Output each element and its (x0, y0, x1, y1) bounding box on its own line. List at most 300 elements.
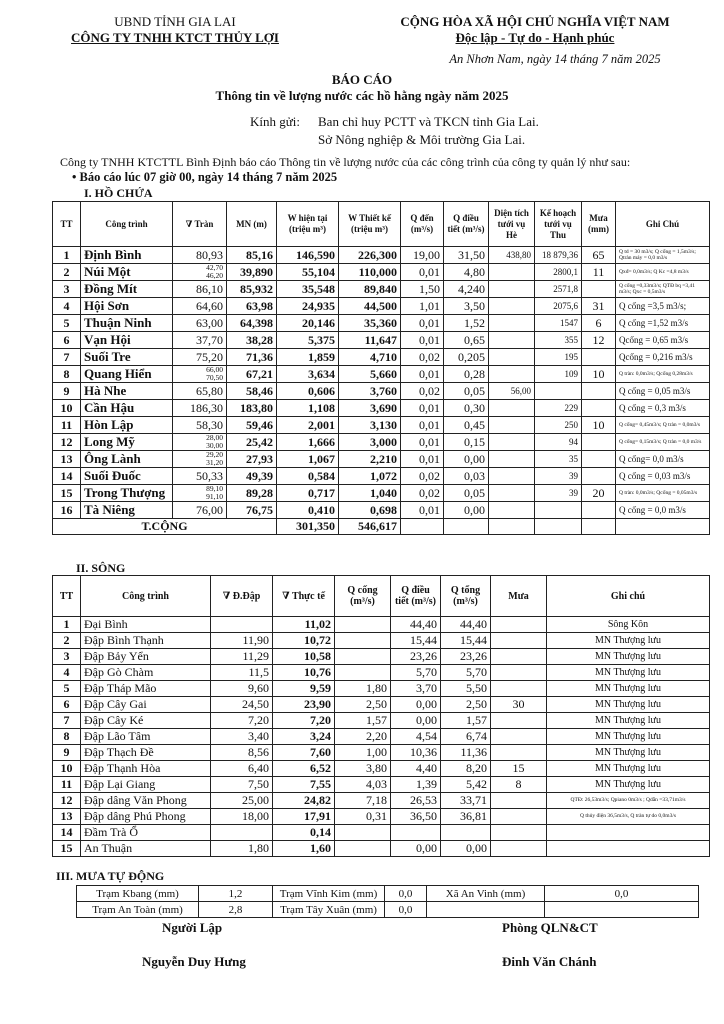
reservoir-row (53, 298, 710, 315)
reservoir-cell: 2,001 (277, 417, 339, 434)
reservoir-cell: 0,01 (401, 451, 444, 468)
reservoir-cell: 0,02 (401, 349, 444, 366)
reservoir-cell: Q cống = 0,05 m3/s (616, 383, 710, 400)
river-name: Đập Thạch Đề (81, 745, 211, 761)
reservoir-name: Thuận Ninh (81, 315, 173, 332)
reservoir-cell (582, 434, 616, 451)
date-line: An Nhơn Nam, ngày 14 tháng 7 năm 2025 (449, 52, 661, 66)
reservoir-cell: 86,10 (173, 281, 227, 298)
river-cell (391, 825, 441, 841)
reservoir-header-cell: TT (53, 202, 81, 247)
reservoir-cell: 76,75 (227, 502, 277, 519)
river-cell: 4 (53, 665, 81, 681)
reservoir-cell: 0,05 (444, 485, 489, 502)
total-w-design: 546,617 (339, 519, 401, 535)
reservoir-cell: 5 (53, 315, 81, 332)
reservoir-cell: 3,760 (339, 383, 401, 400)
river-note: MN Thượng lưu (547, 681, 710, 697)
reservoir-cell: 4,710 (339, 349, 401, 366)
reservoir-cell: 75,20 (173, 349, 227, 366)
river-note: MN Thượng lưu (547, 761, 710, 777)
reservoir-cell: 12 (582, 332, 616, 349)
reservoir-cell: 0,01 (401, 366, 444, 383)
reservoir-name: Núi Một (81, 264, 173, 281)
reservoir-cell: 9 (53, 383, 81, 400)
river-name: Đập Lão Tâm (81, 729, 211, 745)
river-cell: 2,50 (441, 697, 491, 713)
reservoir-cell: 59,46 (227, 417, 277, 434)
reservoir-cell (489, 400, 535, 417)
reservoir-cell: 16 (53, 502, 81, 519)
river-cell: 6,74 (441, 729, 491, 745)
recipient-1: Ban chỉ huy PCTT và TKCN tỉnh Gia Lai. (318, 114, 539, 129)
river-cell: 6,40 (211, 761, 273, 777)
river-header-cell: Q cống (m³/s) (335, 576, 391, 617)
reservoir-cell: 56,00 (489, 383, 535, 400)
reservoir-cell: 24,935 (277, 298, 339, 315)
river-cell: 26,53 (391, 793, 441, 809)
river-cell: 8 (491, 777, 547, 793)
river-cell: 10,72 (273, 633, 335, 649)
reservoir-cell (489, 332, 535, 349)
reservoir-row (53, 502, 710, 519)
reservoir-cell: 11,647 (339, 332, 401, 349)
reservoir-cell: 1,040 (339, 485, 401, 502)
rain-station: Trạm An Toàn (mm) (77, 902, 199, 918)
agency-name: UBND TỈNH GIA LAI (114, 14, 236, 29)
river-note: MN Thượng lưu (547, 697, 710, 713)
river-cell: 10,58 (273, 649, 335, 665)
reservoir-cell: 0,02 (401, 485, 444, 502)
river-cell: 11 (53, 777, 81, 793)
reservoir-name: Hà Nhe (81, 383, 173, 400)
reservoir-cell: 6 (582, 315, 616, 332)
reservoir-cell: 31,50 (444, 247, 489, 264)
reservoir-cell (582, 281, 616, 298)
river-header-cell: Công trình (81, 576, 211, 617)
reservoir-cell: 1,859 (277, 349, 339, 366)
reservoir-cell: 39 (535, 485, 582, 502)
reservoir-cell: 94 (535, 434, 582, 451)
river-cell: 9 (53, 745, 81, 761)
river-cell: 3,80 (335, 761, 391, 777)
reservoir-cell (489, 417, 535, 434)
signer-right-name: Đinh Văn Chánh (502, 954, 597, 969)
river-note (547, 825, 710, 841)
reservoir-cell (535, 383, 582, 400)
river-row (53, 649, 710, 665)
rain-value: 0,0 (545, 886, 699, 902)
reservoir-cell: 1,52 (444, 315, 489, 332)
reservoir-cell: 10 (53, 400, 81, 417)
river-cell: 5,50 (441, 681, 491, 697)
river-cell (491, 841, 547, 857)
reservoir-cell: 0,65 (444, 332, 489, 349)
reservoir-cell: 13 (53, 451, 81, 468)
reservoir-cell: 20,146 (277, 315, 339, 332)
river-cell: 9,60 (211, 681, 273, 697)
reservoir-header-row (53, 202, 710, 247)
reservoir-cell: 38,28 (227, 332, 277, 349)
river-table (52, 575, 710, 857)
reservoir-cell: 109 (535, 366, 582, 383)
reservoir-cell (582, 349, 616, 366)
reservoir-cell: 0,01 (401, 417, 444, 434)
river-cell: 7 (53, 713, 81, 729)
river-cell: 24,50 (211, 697, 273, 713)
reservoir-cell: 35 (535, 451, 582, 468)
reservoir-cell (582, 400, 616, 417)
reservoir-cell: Qxđ= 0,0m3/s; Q Kc =4,8 m3/s (616, 264, 710, 281)
river-cell: 8,56 (211, 745, 273, 761)
reservoir-cell: 63,98 (227, 298, 277, 315)
river-cell: 7,55 (273, 777, 335, 793)
rain-value: 0,0 (385, 886, 427, 902)
river-name: Đập Lại Giang (81, 777, 211, 793)
reservoir-cell: 438,80 (489, 247, 535, 264)
river-name: Đập Bình Thạnh (81, 633, 211, 649)
river-cell: 3,40 (211, 729, 273, 745)
reservoir-cell: 18 879,36 (535, 247, 582, 264)
river-note: MN Thượng lưu (547, 777, 710, 793)
river-cell (211, 825, 273, 841)
river-cell (491, 809, 547, 825)
reservoir-cell: 1547 (535, 315, 582, 332)
river-cell: 5,42 (441, 777, 491, 793)
reservoir-cell (489, 349, 535, 366)
reservoir-cell: 49,39 (227, 468, 277, 485)
river-cell: 5 (53, 681, 81, 697)
river-row (53, 761, 710, 777)
reservoir-cell: 0,205 (444, 349, 489, 366)
river-note: MN Thượng lưu (547, 713, 710, 729)
reservoir-cell: Q cống =3,5 m3/s; (616, 298, 710, 315)
reservoir-cell: 11 (53, 417, 81, 434)
river-row (53, 841, 710, 857)
reservoir-cell: 39 (535, 468, 582, 485)
river-cell: 17,91 (273, 809, 335, 825)
reservoir-cell: 89,10 91,10 (173, 485, 227, 502)
reservoir-cell: 4,240 (444, 281, 489, 298)
river-cell: 36,81 (441, 809, 491, 825)
reservoir-name: Cần Hậu (81, 400, 173, 417)
river-cell: 11,29 (211, 649, 273, 665)
reservoir-row (53, 349, 710, 366)
river-cell: 36,50 (391, 809, 441, 825)
reservoir-cell: 28,00 30,00 (173, 434, 227, 451)
river-cell: 18,00 (211, 809, 273, 825)
reservoir-cell: 25,42 (227, 434, 277, 451)
reservoir-row (53, 468, 710, 485)
river-note: MN Thượng lưu (547, 729, 710, 745)
river-cell: 10,76 (273, 665, 335, 681)
river-cell: 44,40 (391, 617, 441, 633)
river-row (53, 777, 710, 793)
reservoir-cell: 3,634 (277, 366, 339, 383)
river-cell: 0,14 (273, 825, 335, 841)
reservoir-row (53, 485, 710, 502)
river-cell: 15 (53, 841, 81, 857)
river-note (547, 841, 710, 857)
river-cell: 0,00 (391, 697, 441, 713)
reservoir-cell (489, 485, 535, 502)
nation-motto: Độc lập - Tự do - Hạnh phúc (455, 30, 615, 45)
reservoir-cell: 11 (582, 264, 616, 281)
river-cell: Q thủy điện 36,5m3/s, Q tràn tự do 0,0m3/s (547, 809, 710, 825)
signer-left-name: Nguyễn Duy Hưng (142, 954, 246, 969)
reservoir-name: Suối Đuốc (81, 468, 173, 485)
river-cell: 0,00 (391, 713, 441, 729)
river-cell (491, 825, 547, 841)
river-row (53, 633, 710, 649)
reservoir-header-cell: Diện tích tưới vụ Hè (489, 202, 535, 247)
river-cell (491, 745, 547, 761)
reservoir-row (53, 366, 710, 383)
reservoir-cell: 66,00 70,50 (173, 366, 227, 383)
river-header-cell: Ghi chú (547, 576, 710, 617)
reservoir-cell (582, 383, 616, 400)
reservoir-name: Trong Thượng (81, 485, 173, 502)
reservoir-header-cell: W Thiết kế (triệu m³) (339, 202, 401, 247)
river-cell (335, 649, 391, 665)
reservoir-cell: 35,548 (277, 281, 339, 298)
reservoir-cell: 0,01 (401, 315, 444, 332)
reservoir-cell: 27,93 (227, 451, 277, 468)
reservoir-cell: 2800,1 (535, 264, 582, 281)
river-cell (491, 729, 547, 745)
reservoir-cell: Qcống = 0,65 m3/s (616, 332, 710, 349)
rain-station: Trạm Vĩnh Kim (mm) (273, 886, 385, 902)
reservoir-cell: 0,00 (444, 451, 489, 468)
reservoir-cell: 0,05 (444, 383, 489, 400)
reservoir-cell: 89,840 (339, 281, 401, 298)
reservoir-cell: 0,45 (444, 417, 489, 434)
reservoir-cell (489, 434, 535, 451)
reservoir-cell: 0,698 (339, 502, 401, 519)
reservoir-cell: 3,130 (339, 417, 401, 434)
river-name: Đại Bình (81, 617, 211, 633)
reservoir-row (53, 264, 710, 281)
reservoir-header-cell: Q đến (m³/s) (401, 202, 444, 247)
river-cell: 11,02 (273, 617, 335, 633)
reservoir-row (53, 247, 710, 264)
reservoir-name: Suối Tre (81, 349, 173, 366)
reservoir-cell: Q cống = 0,3 m3/s (616, 400, 710, 417)
river-cell: 33,71 (441, 793, 491, 809)
reservoir-cell: Q cống =0,33m3/s; QTĐ bq =3,41 m3/s; Qxc = 0,5m3/s (616, 281, 710, 298)
river-cell: 0,31 (335, 809, 391, 825)
rain-station: Trạm Kbang (mm) (77, 886, 199, 902)
reservoir-row (53, 417, 710, 434)
reservoir-cell: 19,00 (401, 247, 444, 264)
reservoir-table (52, 201, 710, 535)
river-cell: 30 (491, 697, 547, 713)
river-row (53, 745, 710, 761)
rain-value: 0,0 (385, 902, 427, 918)
reservoir-cell: 55,104 (277, 264, 339, 281)
total-w-current: 301,350 (277, 519, 339, 535)
reservoir-cell: 76,00 (173, 502, 227, 519)
reservoir-cell: 250 (535, 417, 582, 434)
reservoir-cell: Q cống= 0,45m3/s; Q tràn = 0,0m3/s (616, 417, 710, 434)
river-header-cell: ∇ Đ.Đập (211, 576, 273, 617)
total-label: T.CỘNG (53, 519, 277, 535)
reservoir-cell (489, 366, 535, 383)
river-cell: 8,20 (441, 761, 491, 777)
nation-title: CỘNG HÒA XÃ HỘI CHỦ NGHĨA VIỆT NAM (400, 14, 670, 29)
river-cell: 3,70 (391, 681, 441, 697)
river-cell: 24,82 (273, 793, 335, 809)
reservoir-cell: Q cống= 0,15m3/s; Q tràn = 0,0 m3/s (616, 434, 710, 451)
reservoir-cell: 355 (535, 332, 582, 349)
river-cell (491, 793, 547, 809)
reservoir-name: Quang Hiển (81, 366, 173, 383)
river-cell: 15,44 (391, 633, 441, 649)
reservoir-cell: 63,00 (173, 315, 227, 332)
river-cell: 4,40 (391, 761, 441, 777)
reservoir-cell: 1,108 (277, 400, 339, 417)
reservoir-cell: 1,50 (401, 281, 444, 298)
reservoir-cell: 1 (53, 247, 81, 264)
river-note: MN Thượng lưu (547, 665, 710, 681)
river-cell (335, 665, 391, 681)
river-cell: 7,50 (211, 777, 273, 793)
river-cell: 11,5 (211, 665, 273, 681)
reservoir-header-cell: MN (m) (227, 202, 277, 247)
reservoir-cell: 64,60 (173, 298, 227, 315)
river-cell: 4,54 (391, 729, 441, 745)
reservoir-cell: 5,660 (339, 366, 401, 383)
reservoir-header-cell: Mưa (mm) (582, 202, 616, 247)
river-cell: 4,03 (335, 777, 391, 793)
empty-cell (401, 519, 444, 535)
empty-cell (535, 519, 582, 535)
river-cell (491, 649, 547, 665)
river-cell: 23,26 (391, 649, 441, 665)
reservoir-cell: 6 (53, 332, 81, 349)
reservoir-cell: 65 (582, 247, 616, 264)
reservoir-cell (489, 468, 535, 485)
reservoir-header-cell: Q điều tiết (m³/s) (444, 202, 489, 247)
reservoir-cell: 183,80 (227, 400, 277, 417)
river-row (53, 793, 710, 809)
reservoir-cell: 89,28 (227, 485, 277, 502)
reservoir-cell: Q tràn: 0,0m3/s; Qcống 0,28m3/s (616, 366, 710, 383)
rain-station: Trạm Tây Xuân (mm) (273, 902, 385, 918)
reservoir-cell: Q cống =1,52 m3/s (616, 315, 710, 332)
river-cell (335, 825, 391, 841)
river-cell (491, 681, 547, 697)
river-cell (491, 633, 547, 649)
river-cell: 1 (53, 617, 81, 633)
river-cell: 6,52 (273, 761, 335, 777)
reservoir-cell: 80,93 (173, 247, 227, 264)
reservoir-cell: 14 (53, 468, 81, 485)
reservoir-cell: 0,01 (401, 400, 444, 417)
reservoir-cell (535, 502, 582, 519)
river-cell: 15 (491, 761, 547, 777)
reservoir-cell: Q td = 30 m3/s; Q cống = 1,5m3/s; Qtràn máy = 0,0 m3/s (616, 247, 710, 264)
river-header-cell: Mưa (491, 576, 547, 617)
river-note: MN Thượng lưu (547, 649, 710, 665)
report-title: BÁO CÁO (331, 72, 393, 87)
river-name: Đầm Trà Ổ (81, 825, 211, 841)
reservoir-cell: 0,00 (444, 502, 489, 519)
reservoir-cell: 44,500 (339, 298, 401, 315)
reservoir-row (53, 315, 710, 332)
reservoir-cell (489, 281, 535, 298)
reservoir-cell: 42,70 46,20 (173, 264, 227, 281)
reservoir-name: Vạn Hội (81, 332, 173, 349)
river-cell: 9,59 (273, 681, 335, 697)
reservoir-name: Hội Sơn (81, 298, 173, 315)
rain-value (545, 902, 699, 918)
rain-value: 2,8 (199, 902, 273, 918)
reservoir-cell: 0,01 (401, 502, 444, 519)
river-name: Đập Tháp Mão (81, 681, 211, 697)
river-cell (335, 633, 391, 649)
river-cell: 13 (53, 809, 81, 825)
river-header-cell: TT (53, 576, 81, 617)
reservoir-cell: 1,072 (339, 468, 401, 485)
river-cell: 25,00 (211, 793, 273, 809)
reservoir-cell: 3 (53, 281, 81, 298)
river-cell: 5,70 (391, 665, 441, 681)
intro-text: Công ty TNHH KTCTTL Bình Định báo cáo Thông tin về lượng nước của các công trình của công ty quản lý như sau: (60, 155, 631, 169)
river-name: An Thuận (81, 841, 211, 857)
reservoir-cell: 0,606 (277, 383, 339, 400)
river-name: Đập Thạnh Hòa (81, 761, 211, 777)
reservoir-cell: 71,36 (227, 349, 277, 366)
reservoir-cell: 85,932 (227, 281, 277, 298)
river-header-cell: ∇ Thực tế (273, 576, 335, 617)
reservoir-cell: 67,21 (227, 366, 277, 383)
river-cell: 15,44 (441, 633, 491, 649)
reservoir-cell: 29,20 31,20 (173, 451, 227, 468)
river-cell: 10 (53, 761, 81, 777)
reservoir-row (53, 451, 710, 468)
reservoir-cell: Q cống= 0,0 m3/s (616, 451, 710, 468)
reservoir-cell: 195 (535, 349, 582, 366)
river-cell: 0,00 (391, 841, 441, 857)
reservoir-cell: 65,80 (173, 383, 227, 400)
reservoir-cell (489, 502, 535, 519)
company-name: CÔNG TY TNHH KTCT THỦY LỢI (71, 30, 279, 45)
river-cell: 0,00 (441, 841, 491, 857)
reservoir-header-cell: Công trình (81, 202, 173, 247)
reservoir-cell: 110,000 (339, 264, 401, 281)
river-cell (491, 617, 547, 633)
reservoir-cell: 0,584 (277, 468, 339, 485)
reservoir-name: Tà Niêng (81, 502, 173, 519)
reservoir-header-cell: Kế hoạch tưới vụ Thu (535, 202, 582, 247)
river-header-row (53, 576, 710, 617)
reservoir-cell: 39,890 (227, 264, 277, 281)
river-name: Đập Bảy Yển (81, 649, 211, 665)
reservoir-cell (582, 468, 616, 485)
empty-cell (582, 519, 616, 535)
river-cell: 1,00 (335, 745, 391, 761)
reservoir-cell: 226,300 (339, 247, 401, 264)
reservoir-cell: 50,33 (173, 468, 227, 485)
river-cell: 3,24 (273, 729, 335, 745)
river-row (53, 729, 710, 745)
river-cell: 3 (53, 649, 81, 665)
river-name: Đập Cây Ké (81, 713, 211, 729)
reservoir-cell: 0,410 (277, 502, 339, 519)
reservoir-name: Hòn Lập (81, 417, 173, 434)
reservoir-cell: 2 (53, 264, 81, 281)
